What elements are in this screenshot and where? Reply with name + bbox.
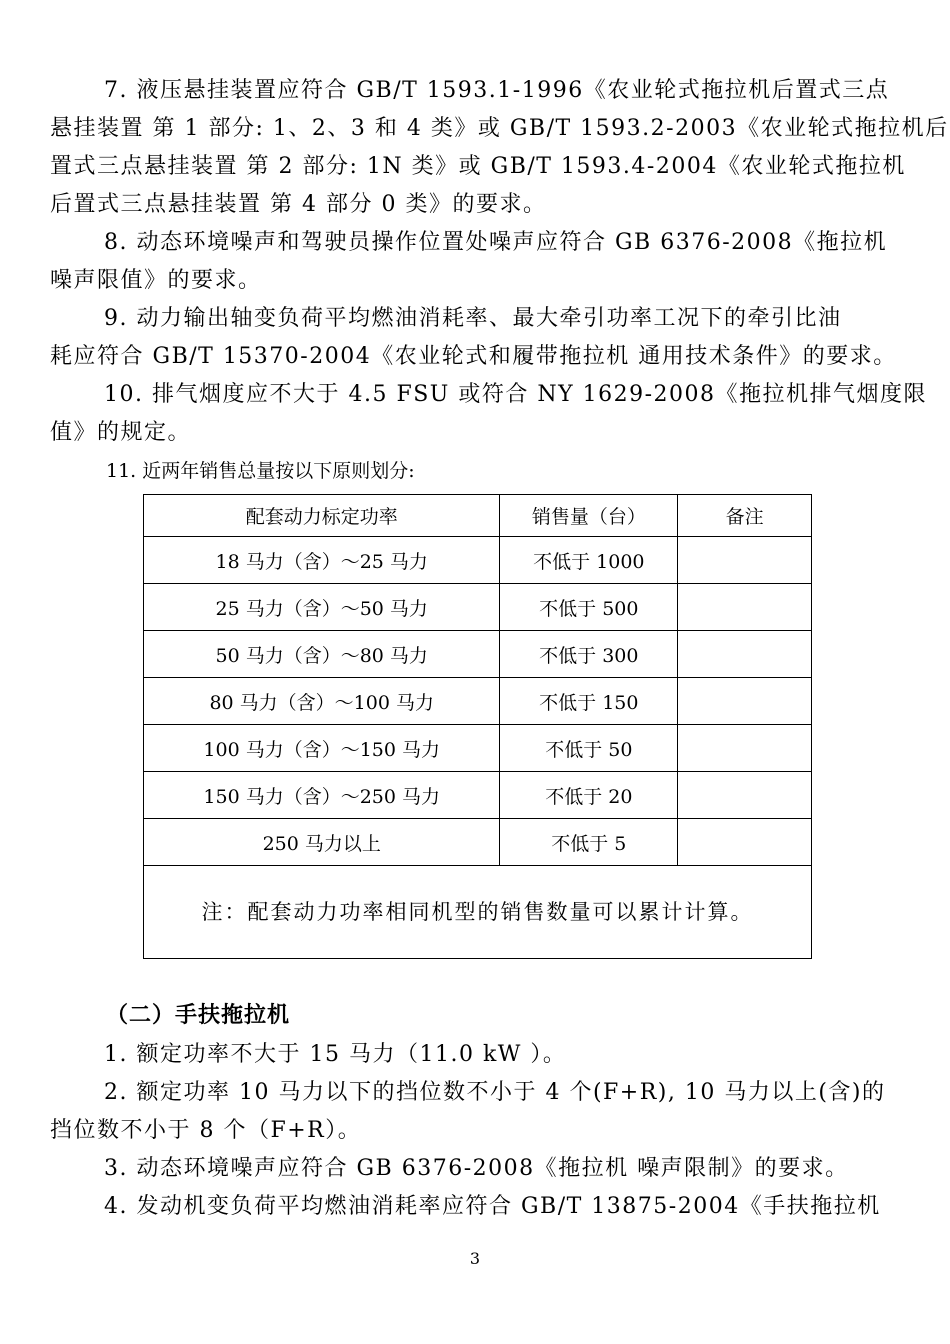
power-cell: 80 马力（含）～100 马力 [144,678,500,725]
section-two-item-2-line-2: 挡位数不小于 8 个（F+R）。 [50,1118,362,1143]
table-note-row [144,866,812,959]
item-9-line-2: 耗应符合 GB/T 15370-2004《农业轮式和履带拖拉机 通用技术条件》的要求。 [50,344,897,369]
table-note: 注：配套动力功率相同机型的销售数量可以累计计算。 [144,866,812,959]
item-7-line-2: 悬挂装置 第 1 部分: 1、2、3 和 4 类》或 GB/T 1593.2-2003《农业轮式拖拉机后 [50,116,949,141]
item-7 [50,72,949,224]
remark-cell [678,678,812,725]
header-power: 配套动力标定功率 [144,495,500,537]
item-8-line-2: 噪声限值》的要求。 [50,268,262,293]
table-row [144,537,812,584]
item-8-line-1: 8. 动态环境噪声和驾驶员操作位置处噪声应符合 GB 6376-2008《拖拉机 [104,230,888,255]
sales-volume-table [143,494,812,959]
remark-cell [678,819,812,866]
section-two-heading: （二）手扶拖拉机 [106,1002,291,1028]
power-cell: 150 马力（含）～250 马力 [144,772,500,819]
sales-cell: 不低于 1000 [500,537,678,584]
table-row [144,631,812,678]
sales-cell: 不低于 300 [500,631,678,678]
remark-cell [678,772,812,819]
table-row [144,819,812,866]
item-8 [50,224,908,300]
sales-cell: 不低于 50 [500,725,678,772]
remark-cell [678,725,812,772]
item-7-line-1: 7. 液压悬挂装置应符合 GB/T 1593.1-1996《农业轮式拖拉机后置式三点 [104,78,890,103]
power-cell: 250 马力以上 [144,819,500,866]
table-row [144,725,812,772]
item-9-line-1: 9. 动力输出轴变负荷平均燃油消耗率、最大牵引功率工况下的牵引比油 [104,306,842,331]
item-7-line-4: 后置式三点悬挂装置 第 4 部分 0 类》的要求。 [50,192,547,217]
section-two-item-2-line-1: 2. 额定功率 10 马力以下的挡位数不小于 4 个(F+R), 10 马力以上(含)的 [104,1080,886,1105]
remark-cell [678,584,812,631]
remark-cell [678,537,812,584]
header-sales: 销售量（台） [500,495,678,537]
item-11-intro: 11. 近两年销售总量按以下原则划分: [106,460,415,482]
item-7-line-3: 置式三点悬挂装置 第 2 部分: 1N 类》或 GB/T 1593.4-2004《农业轮式拖拉机 [50,154,906,179]
power-cell: 100 马力（含）～150 马力 [144,725,500,772]
section-two-item-3 [50,1150,908,1188]
table-row [144,772,812,819]
section-two-item-1 [50,1036,908,1074]
power-cell: 18 马力（含）～25 马力 [144,537,500,584]
page-number: 3 [469,1249,481,1268]
item-9 [50,300,908,376]
sales-cell: 不低于 20 [500,772,678,819]
table-header-row [144,495,812,537]
power-cell: 50 马力（含）～80 马力 [144,631,500,678]
section-two-item-4-line-1: 4. 发动机变负荷平均燃油消耗率应符合 GB/T 13875-2004《手扶拖拉机 [104,1194,881,1219]
table-row [144,678,812,725]
item-10-line-2: 值》的规定。 [50,420,192,445]
power-cell: 25 马力（含）～50 马力 [144,584,500,631]
item-10 [50,376,927,452]
sales-cell: 不低于 500 [500,584,678,631]
remark-cell [678,631,812,678]
item-10-line-1: 10. 排气烟度应不大于 4.5 FSU 或符合 NY 1629-2008《拖拉机排气烟度限 [104,382,927,407]
section-two-item-1-line-1: 1. 额定功率不大于 15 马力（11.0 kW ）。 [104,1042,567,1067]
sales-cell: 不低于 5 [500,819,678,866]
header-remark: 备注 [678,495,812,537]
section-two-item-2 [50,1074,908,1150]
section-two-item-3-line-1: 3. 动态环境噪声应符合 GB 6376-2008《拖拉机 噪声限制》的要求。 [104,1156,849,1181]
table-row [144,584,812,631]
sales-cell: 不低于 150 [500,678,678,725]
section-two-item-4 [50,1188,908,1226]
